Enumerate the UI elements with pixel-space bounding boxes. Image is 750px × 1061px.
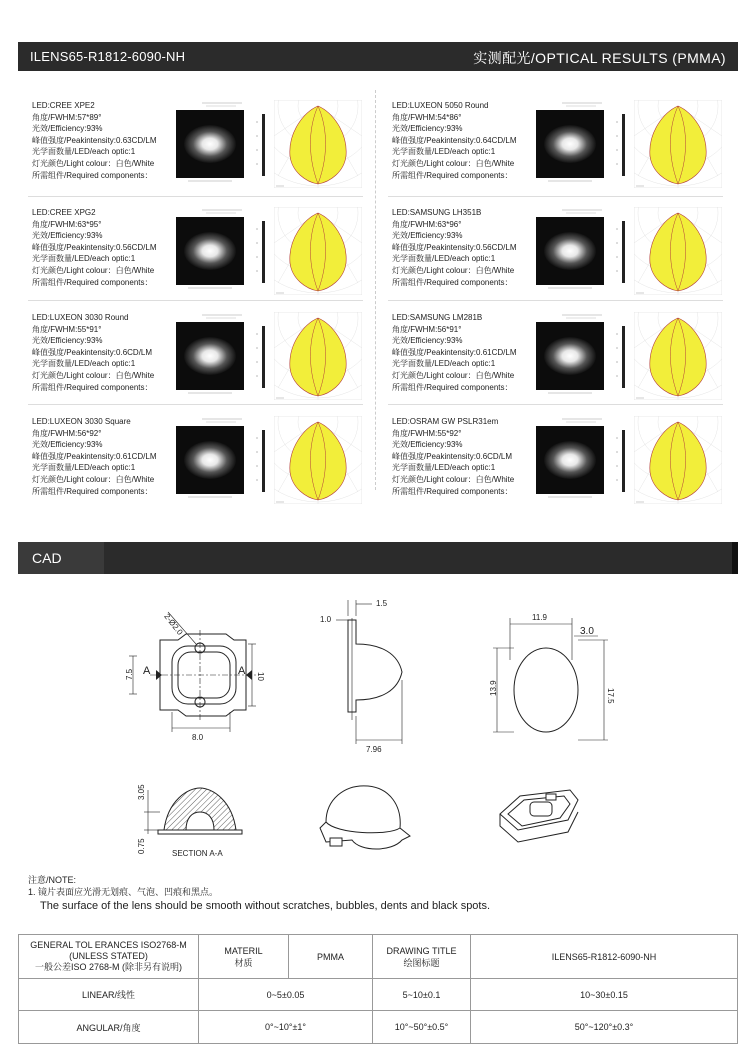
spec-list [392,416,514,497]
efficiency: 光效/Efficiency:93% [392,440,463,450]
peak-intensity: 峰值强度/Peakintensity:0.64CD/LM [392,135,517,145]
optic-count: 光学面数量/LED/each optic:1 [32,254,136,264]
beam-pattern-image [532,207,630,293]
cad-section-view [144,788,242,834]
header-bar [18,42,738,71]
efficiency: 光效/Efficiency:93% [32,440,103,450]
dim-1-5: 1.5 [376,599,388,608]
polar-distribution-chart [274,100,362,188]
fwhm: 角度/FWHM:54*86° [392,112,462,122]
spec-list [32,207,157,288]
beam-pattern-image [532,312,630,398]
optical-card [32,207,387,297]
light-colour: 灯光颜色/Light colour：白色/White [392,265,515,275]
optic-count: 光学面数量/LED/each optic:1 [392,463,496,473]
polar-distribution-chart [634,312,722,400]
led-name: LED:SAMSUNG LH351B [392,208,482,217]
row-separator [28,300,363,301]
required-components: 所需组件/Required components： [392,486,513,496]
dim-hole-dia: 2-Ø2.0 [162,611,185,637]
section-title: 实测配光/OPTICAL RESULTS (PMMA) [473,50,726,66]
light-colour: 灯光颜色/Light colour：白色/White [32,158,155,168]
section-mark-right: A [238,665,246,677]
angular-label: ANGULAR/角度 [19,1011,199,1044]
material-label-cn: 材质 [234,957,253,968]
general-tolerance-cell [19,935,199,979]
beam-pattern-image [532,100,630,186]
led-name: LED:CREE XPE2 [32,101,95,110]
dim-3-05: 3.05 [137,784,146,800]
note-cn: 1. 镜片表面应光滑无划痕、气泡、凹痕和黑点。 [28,887,219,897]
material-label-en: MATERIL [224,945,263,956]
row-separator [28,404,363,405]
linear-range-1: 0~5±0.05 [199,979,373,1011]
row-separator [28,196,363,197]
bar-end-cap [732,542,738,574]
beam-pattern-image [172,416,270,502]
optic-count: 光学面数量/LED/each optic:1 [32,463,136,473]
efficiency: 光效/Efficiency:93% [32,336,103,346]
optical-card [32,312,387,402]
fwhm: 角度/FWHM:56*92° [32,428,102,438]
required-components: 所需组件/Required components： [392,382,513,392]
drawing-label-cn: 绘图标题 [403,957,440,968]
light-colour: 灯光颜色/Light colour：白色/White [392,370,515,380]
efficiency: 光效/Efficiency:93% [392,336,463,346]
fwhm: 角度/FWHM:63*95° [32,219,102,229]
peak-intensity: 峰值强度/Peakintensity:0.63CD/LM [32,135,157,145]
required-components: 所需组件/Required components： [32,486,153,496]
cad-section-bar [18,542,738,574]
optic-count: 光学面数量/LED/each optic:1 [392,147,496,157]
light-colour: 灯光颜色/Light colour：白色/White [32,474,155,484]
dim-8: 8.0 [192,733,204,742]
efficiency: 光效/Efficiency:93% [32,124,103,134]
gen-tol-line2: (UNLESS STATED) [69,951,148,961]
dim-11-9: 11.9 [532,613,547,622]
dim-0-75: 0.75 [137,838,146,854]
beam-pattern-image [172,207,270,293]
led-name: LED:LUXEON 3030 Square [32,417,131,426]
peak-intensity: 峰值强度/Peakintensity:0.6CD/LM [32,347,153,357]
light-colour: 灯光颜色/Light colour：白色/White [392,474,515,484]
spec-list [392,100,517,181]
optical-card [392,312,747,402]
spec-list [392,312,517,393]
gen-tol-line1: GENERAL TOL ERANCES ISO2768-M [30,940,187,950]
row-separator [388,404,723,405]
tolerance-table [18,934,738,1044]
dim-13-9: 13.9 [489,680,498,696]
required-components: 所需组件/Required components： [32,277,153,287]
beam-pattern-image [532,416,630,502]
spec-list [32,312,154,393]
optical-card [32,416,387,506]
led-name: LED:SAMSUNG LM281B [392,313,483,322]
section-mark-left: A [143,665,151,677]
optic-count: 光学面数量/LED/each optic:1 [32,147,136,157]
linear-range-3: 10~30±0.15 [471,979,738,1011]
optical-card [392,100,747,190]
peak-intensity: 峰值强度/Peakintensity:0.56CD/LM [32,242,157,252]
spec-list [392,207,517,288]
optic-count: 光学面数量/LED/each optic:1 [32,359,136,369]
optic-count: 光学面数量/LED/each optic:1 [392,359,496,369]
angular-range-2: 10°~50°±0.5° [373,1011,471,1044]
efficiency: 光效/Efficiency:93% [32,231,103,241]
optical-card [392,207,747,297]
cad-tab: CAD [18,542,104,574]
dim-3-0: 3.0 [580,626,594,637]
polar-distribution-chart [274,416,362,504]
led-name: LED:LUXEON 3030 Round [32,313,129,322]
polar-distribution-chart [634,100,722,188]
optic-count: 光学面数量/LED/each optic:1 [392,254,496,264]
row-separator [388,300,723,301]
required-components: 所需组件/Required components： [32,170,153,180]
section-label: SECTION A-A [172,849,223,858]
beam-pattern-image [172,100,270,186]
drawing-label-en: DRAWING TITLE [386,945,457,956]
light-colour: 灯光颜色/Light colour：白色/White [32,265,155,275]
dim-10: 10 [256,672,265,681]
led-name: LED:LUXEON 5050 Round [392,101,489,110]
led-name: LED:CREE XPG2 [32,208,96,217]
model-code: ILENS65-R1812-6090-NH [30,49,186,64]
dim-1-0: 1.0 [320,615,332,624]
peak-intensity: 峰值强度/Peakintensity:0.61CD/LM [32,451,157,461]
drawing-title-value: ILENS65-R1812-6090-NH [471,935,738,979]
efficiency: 光效/Efficiency:93% [392,231,463,241]
cad-drawing [0,580,750,870]
row-separator [388,196,723,197]
angular-range-3: 50°~120°±0.3° [471,1011,738,1044]
notes [28,874,490,912]
peak-intensity: 峰值强度/Peakintensity:0.6CD/LM [392,451,513,461]
light-colour: 灯光颜色/Light colour：白色/White [32,370,155,380]
cad-side-view [336,600,402,744]
led-name: LED:OSRAM GW PSLR31em [392,417,499,426]
beam-pattern-image [172,312,270,398]
spec-list [32,100,157,181]
polar-distribution-chart [274,312,362,400]
cad-iso-dome-view [320,786,410,849]
polar-distribution-chart [274,207,362,295]
required-components: 所需组件/Required components： [32,382,153,392]
fwhm: 角度/FWHM:55*91° [32,324,102,334]
efficiency: 光效/Efficiency:93% [392,124,463,134]
linear-range-2: 5~10±0.1 [373,979,471,1011]
optical-card [32,100,387,190]
polar-distribution-chart [634,207,722,295]
peak-intensity: 峰值强度/Peakintensity:0.56CD/LM [392,242,517,252]
spec-list [32,416,157,497]
cad-iso-base-view [500,790,578,842]
fwhm: 角度/FWHM:56*91° [392,324,462,334]
polar-distribution-chart [634,416,722,504]
fwhm: 角度/FWHM:57*89° [32,112,102,122]
required-components: 所需组件/Required components： [392,277,513,287]
gen-tol-line3: 一般公差ISO 2768-M (除非另有说明) [34,962,182,972]
light-colour: 灯光颜色/Light colour：白色/White [392,158,515,168]
peak-intensity: 峰值强度/Peakintensity:0.61CD/LM [392,347,517,357]
angular-range-1: 0°~10°±1° [199,1011,373,1044]
required-components: 所需组件/Required components： [392,170,513,180]
optical-card [392,416,747,506]
dim-17-5: 17.5 [606,688,615,704]
linear-label: LINEAR/线性 [19,979,199,1011]
dim-7-5: 7.5 [125,668,134,680]
drawing-title-label-cell [373,935,471,979]
material-label-cell [199,935,289,979]
fwhm: 角度/FWHM:55*92° [392,428,462,438]
dim-7-96: 7.96 [366,745,382,754]
fwhm: 角度/FWHM:63*96° [392,219,462,229]
notes-heading: 注意/NOTE: [28,875,77,885]
material-value: PMMA [289,935,373,979]
note-en: The surface of the lens should be smooth without scratches, bubbles, dents and black spots. [40,900,491,912]
